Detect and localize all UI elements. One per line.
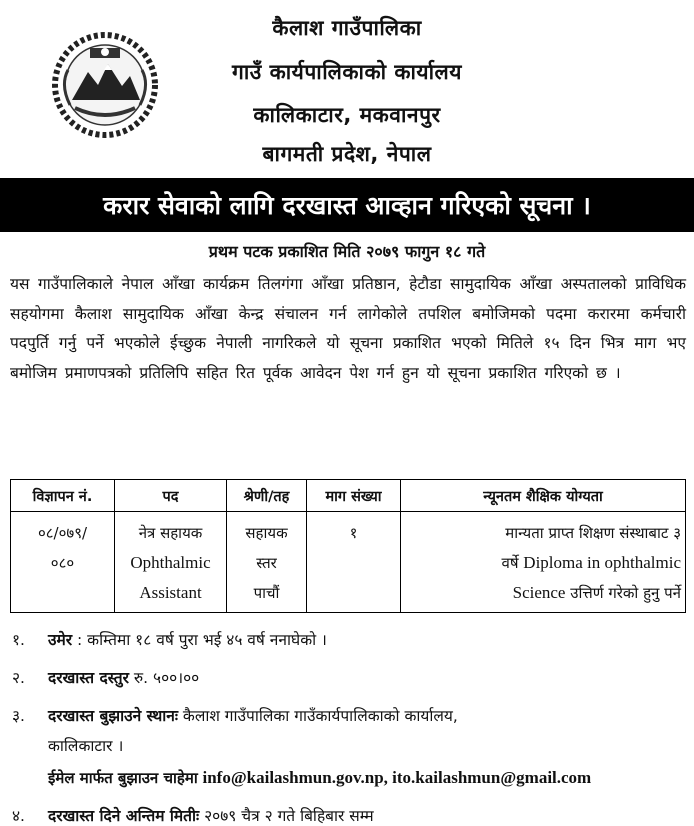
letterhead bbox=[0, 0, 694, 176]
notice-body: यस गाउँपालिकाले नेपाल आँखा कार्यक्रम तिलगंगा आँखा प्रतिष्ठान, हेटौडा सामुदायिक आँखा अस्पतालको प्राविधिक सहयोगमा कैलाश सामुदायिक आँखा केन्द्र संचालन गर्न लागेकोले तपशिल बमोजिमको पदमा करारमा कर्मचारी पदपुर्ति गर्नु पर्ने भएकोले ईच्छुक नेपाली नागरिकले यो सूचना प्रकाशित भएको मितिले १५ दिन भित्र माग भए बमोजिम प्रमाणपत्रको प्रतिलिपि सहित रित पूर्वक आवेदन पेश गर्न हुन यो सूचना प्रकाशित गरिएको छ । bbox=[10, 275, 686, 382]
email-addresses: info@kailashmun.gov.np, ito.kailashmun@gmail.com bbox=[202, 768, 592, 787]
table-header-row bbox=[11, 480, 686, 512]
col-qualification: न्यूनतम शैक्षिक योग्यता bbox=[401, 480, 686, 512]
col-ad-no: विज्ञापन नं. bbox=[11, 480, 115, 512]
col-post: पद bbox=[115, 480, 227, 512]
col-count: माग संख्या bbox=[307, 480, 401, 512]
notice-title-banner bbox=[0, 178, 694, 232]
email-label: ईमेल मार्फत बुझाउन चाहेमा bbox=[48, 769, 198, 787]
cell-post: नेत्र सहायक Ophthalmic Assistant bbox=[115, 512, 227, 613]
office-location: कालिकाटार, मकवानपुर bbox=[253, 103, 441, 127]
cell-count: १ bbox=[307, 512, 401, 613]
notice-title: करार सेवाको लागि दरखास्त आव्हान गरिएको सूचना । bbox=[103, 191, 591, 220]
publication-date: प्रथम पटक प्रकाशित मिति २०७९ फागुन १८ गते bbox=[208, 242, 486, 261]
cell-ad-no: ०८/०७९/ ०८० bbox=[11, 512, 115, 613]
cell-level: सहायक स्तर पाचौं bbox=[227, 512, 307, 613]
submission-place-label: दरखास्त बुझाउने स्थानः bbox=[48, 707, 178, 725]
cell-qualification: मान्यता प्राप्त शिक्षण संस्थाबाट ३ वर्षे Diploma in ophthalmic Science उत्तिर्ण गरेको हुनु पर्ने bbox=[401, 512, 686, 613]
age-label: उमेर bbox=[48, 631, 73, 649]
col-level: श्रेणी/तह bbox=[227, 480, 307, 512]
province-country: बागमती प्रदेश, नेपाल bbox=[262, 142, 432, 166]
deadline-label: दरखास्त दिने अन्तिम मितीः bbox=[48, 807, 200, 825]
vacancy-table bbox=[10, 479, 686, 613]
office-name: गाउँ कार्यपालिकाको कार्यालय bbox=[232, 60, 462, 84]
email-line bbox=[48, 768, 688, 788]
municipality-name: कैलाश गाउँपालिका bbox=[272, 16, 422, 40]
fee-label: दरखास्त दस्तुर bbox=[48, 669, 129, 687]
table-row bbox=[11, 512, 686, 613]
